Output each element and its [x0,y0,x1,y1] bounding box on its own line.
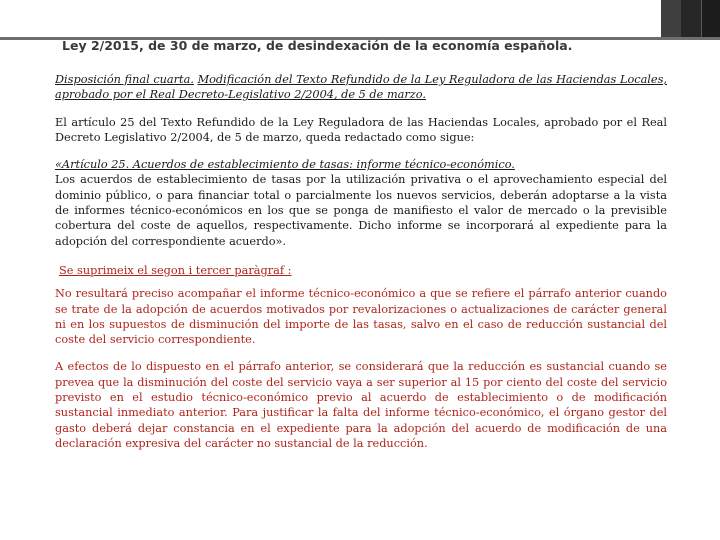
article-25-quote [55,157,667,249]
disposicion-heading [55,72,667,103]
disposicion-label: Disposición final cuarta. [55,73,194,86]
intro-paragraph: El artículo 25 del Texto Refundido de la Ley Reguladora de las Haciendas Locales, aprobado por el Real Decreto Legislativo 2/2004, de 5 de marzo, queda redactado como sigue: [55,115,667,144]
banner-vertical-rule [701,0,702,40]
slide-title: Ley 2/2015, de 30 de marzo, de desindexación de la economía española. [62,38,573,53]
banner-grey-block [661,0,681,40]
article-25-body: Los acuerdos de establecimiento de tasas por la utilización privativa o el aprovechamiento especial del dominio público, o para financiar total o parcialmente los nuevos servicios, deberán adoptarse a la vista de informes técnico-económicos en los que se ponga de manifiesto el valor de mercado o la previsible cobertura del coste de aquellos, respectivamente. Dicho informe se incorporará al expediente para la adopción del correspondiente acuerdo». [55,173,667,248]
disposicion-title: Modificación del Texto Refundido de la Ley Reguladora de las Haciendas Locales, aprobado por el Real Decreto-Legislativo 2/2004, de 5 de marzo. [55,73,667,102]
suppression-note [59,263,667,278]
banner-white-area [0,0,661,40]
final-paragraph: A efectos de lo dispuesto en el párrafo anterior, se considerará que la reducción es sustancial cuando se prevea que la disminución del coste del servicio vaya a ser superior al 15 por ciento del coste del servicio previsto en el estudio técnico-económico previo al acuerdo de establecimiento o de modificación sustancial inmediato anterior. Para justificar la falta del informe técnico-económico, el órgano gestor del gasto deberá dejar constancia en el expediente para la adopción del acuerdo de modificación de una declaración expresiva del carácter no sustancial de la reducción. [55,360,667,450]
top-banner [0,0,720,40]
banner-dark-block [681,0,701,40]
slide-body [55,72,667,463]
red-paragraph: No resultará preciso acompañar el informe técnico-económico a que se refiere el párrafo anterior cuando se trate de la adopción de acuerdos motivados por revalorizaciones o actualizaciones de carácter general ni en los supuestos de disminución del importe de las tasas, salvo en el caso de reducción sustancial del coste del servicio correspondiente. [55,287,667,347]
article-25-heading: «Artículo 25. Acuerdos de establecimiento de tasas: informe técnico-económico. [55,158,515,172]
suppression-note-text: Se suprimeix el segon i tercer paràgraf : [59,263,292,277]
banner-darker-block [701,0,720,40]
